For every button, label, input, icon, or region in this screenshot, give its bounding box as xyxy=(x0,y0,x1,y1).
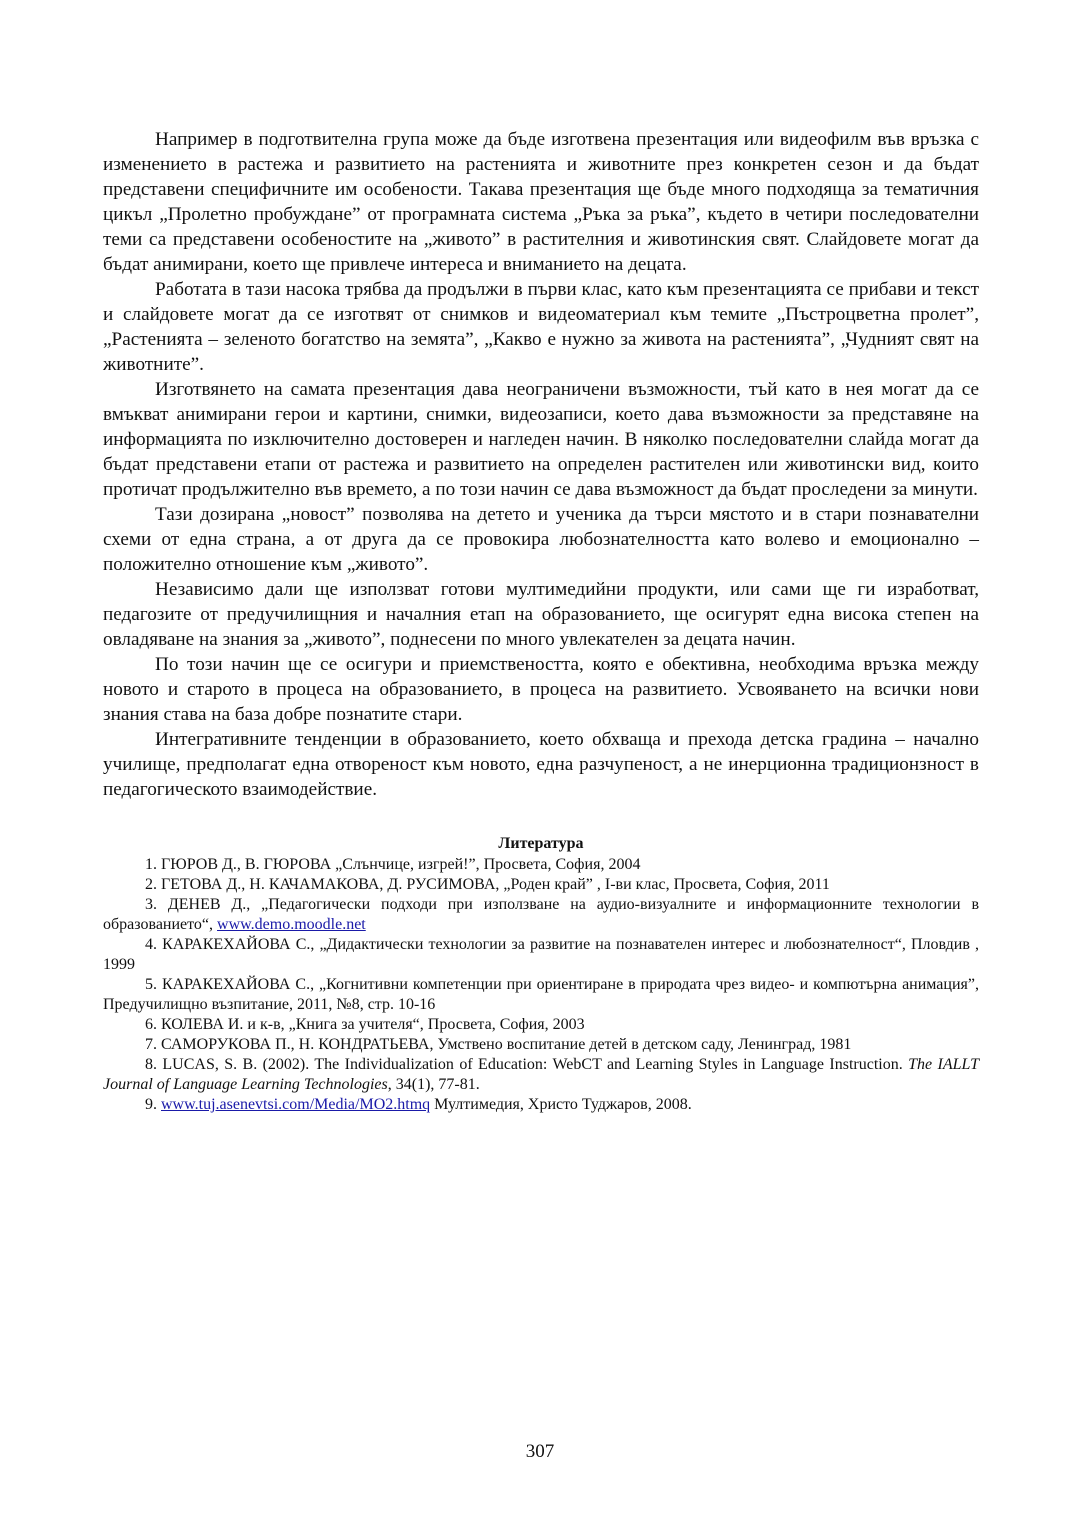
references-title: Литература xyxy=(498,835,584,852)
reference-item xyxy=(103,855,979,875)
reference-text: 5. КАРАКЕХАЙОВА С., „Когнитивни компетенции при ориентиране в природата чрез видео- и компютърна анимация”, Предучилищно възпитание, 2011, №8, стр. 10-16 xyxy=(103,976,979,1013)
body-paragraph: Работата в тази насока трябва да продължи в първи клас, като към презентацията се прибави и текст и слайдовете могат да се изготвят от снимков и видеоматериал към темите „Пъстроцветна пролет”, „Растенията – зеленото богатство на земята”, „Какво е нужно за живота на растенията”, „Чудният свят на животните”. xyxy=(103,279,979,375)
reference-link[interactable]: www.demo.moodle.net xyxy=(217,916,366,933)
body-paragraph: Изготвянето на самата презентация дава неограничени възможности, тъй като в нея могат да се вмъкват анимирани герои и картини, снимки, видеозаписи, което дава възможности за представяне на информацията по изключително достоверен и нагледен начин. В няколко последователни слайда могат да бъдат представени етапи от растежа и развитието на определен растителен или животински вид, които протичат продължително във времето, а по този начин се дава възможност да бъдат проследени за минути. xyxy=(103,379,979,500)
references-section xyxy=(103,834,979,1115)
reference-item xyxy=(103,1055,979,1095)
body-paragraph: Тази дозирана „новост” позволява на детето и ученика да търси мястото и в стари познавателни схеми от една страна, а от друга да се провокира любознателността като волево и емоционално – положително отношение към „живото”. xyxy=(103,504,979,575)
reference-item xyxy=(103,895,979,935)
reference-item xyxy=(103,975,979,1015)
reference-text: 2. ГЕТОВА Д., Н. КАЧАМАКОВА, Д. РУСИМОВА, „Роден край” , I-ви клас, Просвета, София, 2011 xyxy=(145,876,830,893)
reference-item xyxy=(103,935,979,975)
reference-text: 7. САМОРУКОВА П., Н. КОНДРАТЬЕВА, Умствено воспитание детей в детском саду, Ленинград, 1981 xyxy=(145,1036,852,1053)
reference-item xyxy=(103,1035,979,1055)
page-content xyxy=(103,127,979,1115)
reference-text: 8. LUCAS, S. B. (2002). The Individualization of Education: WebCT and Learning Styles in Language Instruction. xyxy=(145,1056,909,1073)
page-number: 307 xyxy=(525,1441,555,1462)
reference-journal: The IALLT Journal of Language Learning Technologies xyxy=(103,1056,979,1093)
reference-text: 6. КОЛЕВА И. и к-в, „Книга за учителя“, Просвета, София, 2003 xyxy=(145,1016,585,1033)
reference-link[interactable]: www.tuj.asenevtsi.com/Media/MO2.htmq xyxy=(161,1096,431,1113)
reference-item xyxy=(103,1015,979,1035)
reference-text-tail: Мултимедия, Христо Туджаров, 2008. xyxy=(430,1096,692,1113)
body-paragraph: Интегративните тенденции в образованието, което обхваща и прехода детска градина – начално училище, предполагат една отвореност към новото, една разчупеност, а не инерционна традиционзност в педагогическото взаимодействие. xyxy=(103,729,979,800)
body-paragraph: Например в подготвителна група може да бъде изготвена презентация или видеофилм във връзка с изменението в растежа и развитието на растенията и животните през конкретен сезон и да бъдат представени специфичните им особености. Такава презентация ще бъде много подходяща за тематичния цикъл „Пролетно пробуждане” от програмната система „Ръка за ръка”, където в четири последователни теми са представени особеностите на „живото” в растителния и животинския свят. Слайдовете могат да бъдат анимирани, което ще привлече интереса и вниманието на децата. xyxy=(103,129,979,275)
body-paragraph: По този начин ще се осигури и приемствеността, която е обективна, необходима връзка между новото и старото в процеса на образованието, в процеса на развитието. Усвояването на всички нови знания става на база добре познатите стари. xyxy=(103,654,979,725)
reference-item xyxy=(103,1095,979,1115)
reference-text: 3. ДЕНЕВ Д., „Педагогически подходи при използване на аудио-визуалните и информационните технологии в образованието“, xyxy=(103,896,979,933)
reference-text-tail: , 34(1), 77-81. xyxy=(387,1076,480,1093)
body-paragraph: Независимо дали ще използват готови мултимедийни продукти, или сами ще ги изработват, педагозите от предучилищния и началния етап на образованието, ще осигурят една висока степен на овладяване на знания за „живото”, поднесени по много увлекателен за децата начин. xyxy=(103,579,979,650)
reference-text: 4. КАРАКЕХАЙОВА С., „Дидактически технологии за развитие на познавателен интерес и любознателност“, Пловдив , 1999 xyxy=(103,936,979,973)
reference-text: 9. xyxy=(145,1096,161,1113)
reference-item xyxy=(103,875,979,895)
reference-text: 1. ГЮРОВ Д., В. ГЮРОВА „Слънчице, изгрей!”, Просвета, София, 2004 xyxy=(145,856,641,873)
